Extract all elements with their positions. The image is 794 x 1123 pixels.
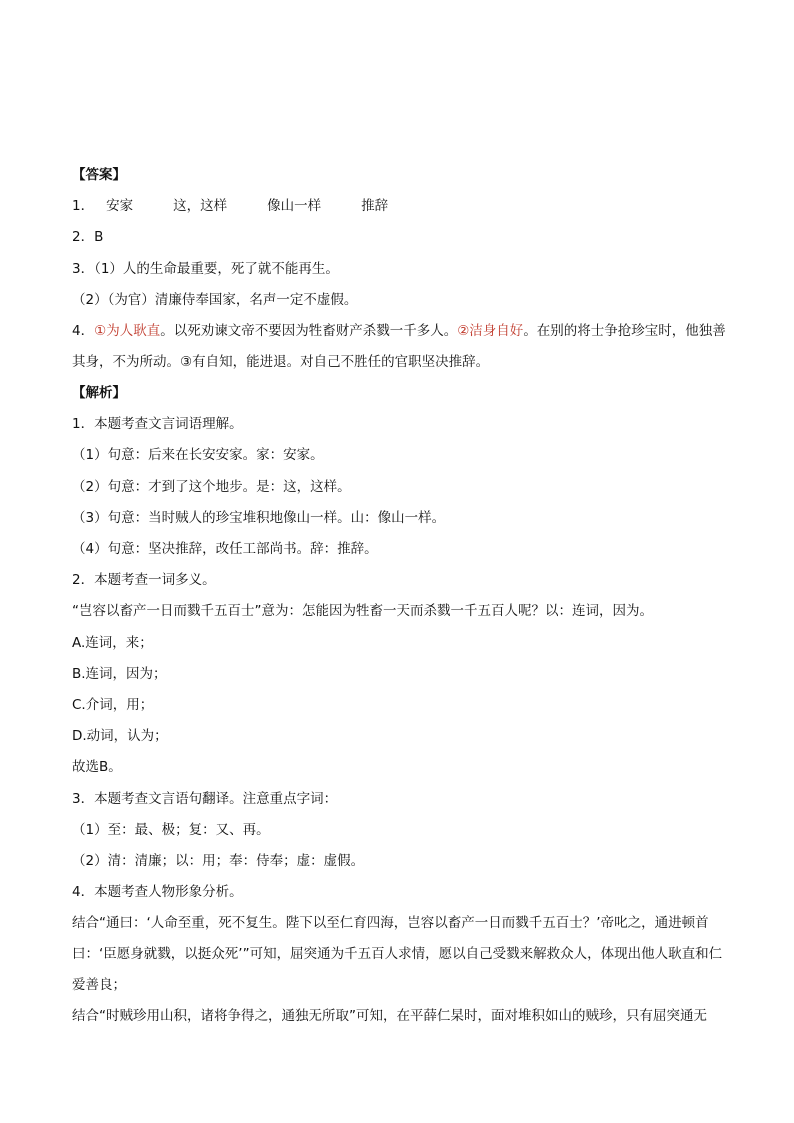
answer-q1-item-1: 安家 <box>106 198 134 215</box>
answer-q4-number: 4． <box>72 323 95 340</box>
answer-q1-item-4: 推辞 <box>361 198 389 215</box>
analysis-option: A.连词，来； <box>72 634 153 651</box>
answer-q4-point1-title: ①为人耿直 <box>94 323 161 340</box>
analysis-line: 1．本题考查文言词语理解。 <box>72 416 243 433</box>
answer-q1-item-3: 像山一样 <box>267 198 322 215</box>
answer-q4-point3-text: ③有自知，能进退。对自己不胜任的官职坚决推辞。 <box>180 354 490 371</box>
analysis-line: （1）句意：后来在长安安家。家：安家。 <box>72 447 324 464</box>
analysis-paragraph-2: 结合“时贼珍用山积，诸将争得之，通独无所取”可知，在平薛仁杲时，面对堆积如山的贼珍，只有屈突通无 <box>72 1008 707 1025</box>
analysis-line: 4．本题考查人物形象分析。 <box>72 884 243 901</box>
analysis-line: 2．本题考查一词多义。 <box>72 572 216 589</box>
answer-q2: 2．B <box>72 229 104 246</box>
analysis-line: （4）句意：坚决推辞，改任工部尚书。辞：推辞。 <box>72 541 378 558</box>
answer-q4-point1-text: 。以死劝谏文帝不要因为牲畜财产杀戮一千多人。 <box>160 323 458 340</box>
answer-q4-point2-text: 。在别的将士争抢珍宝时，他独善其身，不为所动。 <box>72 323 726 371</box>
document-content <box>72 160 732 1032</box>
analysis-line: （2）清：清廉；以：用；奉：侍奉；虚：虚假。 <box>72 853 365 870</box>
answer-q4 <box>72 316 732 378</box>
analysis-line: 3．本题考查文言语句翻译。注意重点字词： <box>72 790 338 807</box>
answer-q3-part2: （2）（为官）清廉侍奉国家，名声一定不虚假。 <box>72 291 358 308</box>
analysis-heading: 【解析】 <box>72 385 126 402</box>
answer-q1-item-2: 这，这样 <box>173 198 228 215</box>
analysis-paragraph-1: 结合“通曰：‘人命至重，死不复生。陛下以至仁育四海，岂容以畜产一日而戮千五百士？’帝叱之，通进顿首曰：‘臣愿身就戮，以挺众死’”可知，屈突通为千五百人求情，愿以自己受戮来解救众人，体现出他人耿直和仁爱善良； <box>72 915 723 994</box>
answer-heading: 【答案】 <box>72 167 126 183</box>
analysis-line: （1）至：最、极；复：又、再。 <box>72 821 270 838</box>
answer-q3-part1: 3．（1）人的生命最重要，死了就不能再生。 <box>72 260 339 277</box>
analysis-option: D.动词，认为； <box>72 728 168 745</box>
analysis-line: （2）句意：才到了这个地步。是：这，这样。 <box>72 478 351 495</box>
answer-q1-number: 1． <box>72 198 95 215</box>
analysis-option: B.连词，因为； <box>72 665 167 682</box>
analysis-option: C.介词，用； <box>72 697 154 714</box>
analysis-line: “岂容以畜产一日而戮千五百士”意为：怎能因为牲畜一天而杀戮一千五百人呢？以：连词，因为。 <box>72 603 653 620</box>
analysis-line: 故选B。 <box>72 759 122 776</box>
analysis-line: （3）句意：当时贼人的珍宝堆积地像山一样。山：像山一样。 <box>72 509 446 526</box>
answer-q4-point2-title: ②洁身自好 <box>457 323 524 340</box>
answer-q1 <box>72 191 732 222</box>
